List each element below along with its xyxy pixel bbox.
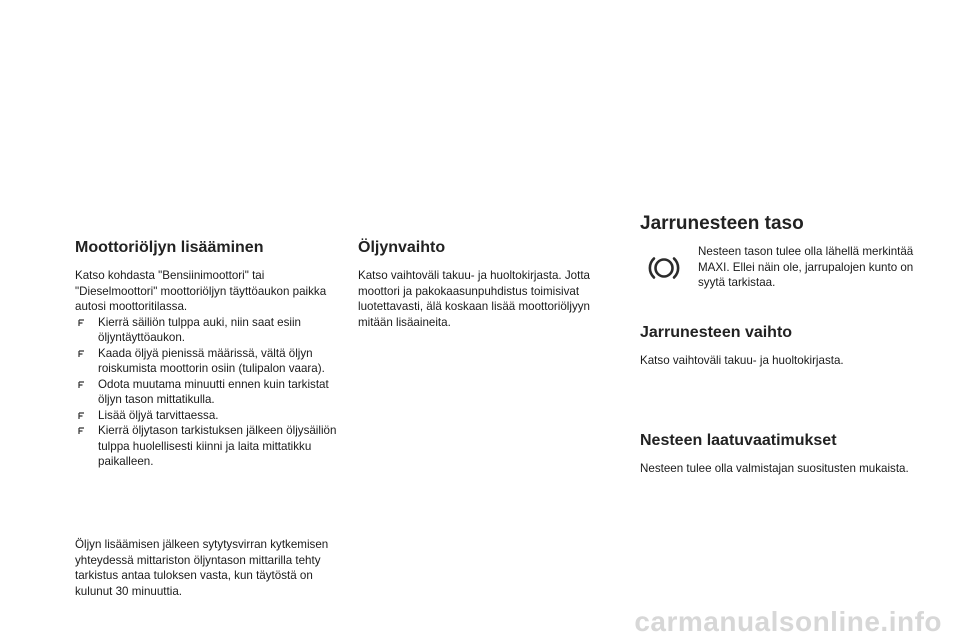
brake-fluid-level-heading: Jarrunesteen taso (640, 213, 804, 234)
step-text: Kierrä öljytason tarkistuksen jälkeen öljysäiliön tulppa huolellisesti kiinni ja laita mittatikku paikalleen. (98, 424, 337, 468)
brake-fluid-level-section (640, 212, 914, 304)
oil-change-section (358, 238, 598, 330)
oil-top-up-note: Öljyn lisäämisen jälkeen sytytysvirran kytkemisen yhteydessä mittariston öljyntason mittarilla tehty tarkistus antaa tuloksen vasta, kun täytöstä on kulunut 30 minuuttia. (75, 538, 329, 598)
step-marker-icon (78, 319, 85, 327)
watermark: carmanualsonline.info (634, 606, 942, 637)
list-item (75, 377, 345, 408)
brake-fluid-level-row (640, 244, 914, 304)
oil-top-up-steps (75, 315, 345, 470)
brake-fluid-change-heading: Jarrunesteen vaihto (640, 324, 793, 341)
oil-top-up-heading: Moottoriöljyn lisääminen (75, 239, 264, 256)
oil-change-heading: Öljynvaihto (358, 239, 446, 256)
step-text: Lisää öljyä tarvittaessa. (98, 408, 219, 422)
brake-fluid-change-text: Katso vaihtoväli takuu- ja huoltokirjasta. (640, 354, 844, 367)
brake-fluid-change-section (640, 323, 910, 369)
list-item (75, 408, 345, 424)
fluid-specs-section (640, 431, 910, 477)
step-text: Kaada öljyä pienissä määrissä, vältä öljyn roiskumista moottorin osiin (tulipalon vaara). (98, 346, 325, 375)
step-text: Odota muutama minuutti ennen kuin tarkistat öljyn tason mittatikulla. (98, 377, 329, 406)
brake-warning-icon (646, 254, 682, 282)
brake-fluid-level-text: Nesteen tason tulee olla lähellä merkintää MAXI. Ellei näin ole, jarrupalojen kunto on syytä tarkistaa. (698, 245, 914, 289)
step-marker-icon (78, 412, 85, 420)
step-text: Kierrä säiliön tulppa auki, niin saat esiin öljyntäyttöaukon. (98, 315, 302, 344)
oil-top-up-section (75, 238, 345, 470)
list-item (75, 315, 345, 346)
step-marker-icon (78, 350, 85, 358)
step-marker-icon (78, 427, 85, 435)
fluid-specs-heading: Nesteen laatuvaatimukset (640, 432, 837, 449)
oil-change-text: Katso vaihtoväli takuu- ja huoltokirjasta. Jotta moottori ja pakokaasunpuhdistus toimisivat luotettavasti, älä koskaan lisää moottoriöljyyn mitään lisäaineita. (358, 269, 590, 329)
list-item (75, 423, 345, 470)
step-marker-icon (78, 381, 85, 389)
oil-top-up-intro: Katso kohdasta "Bensiinimoottori" tai "Dieselmoottori" moottoriöljyn täyttöaukon paikka autosi moottoritilassa. (75, 269, 327, 313)
list-item (75, 346, 345, 377)
fluid-specs-text: Nesteen tulee olla valmistajan suositusten mukaista. (640, 462, 909, 475)
